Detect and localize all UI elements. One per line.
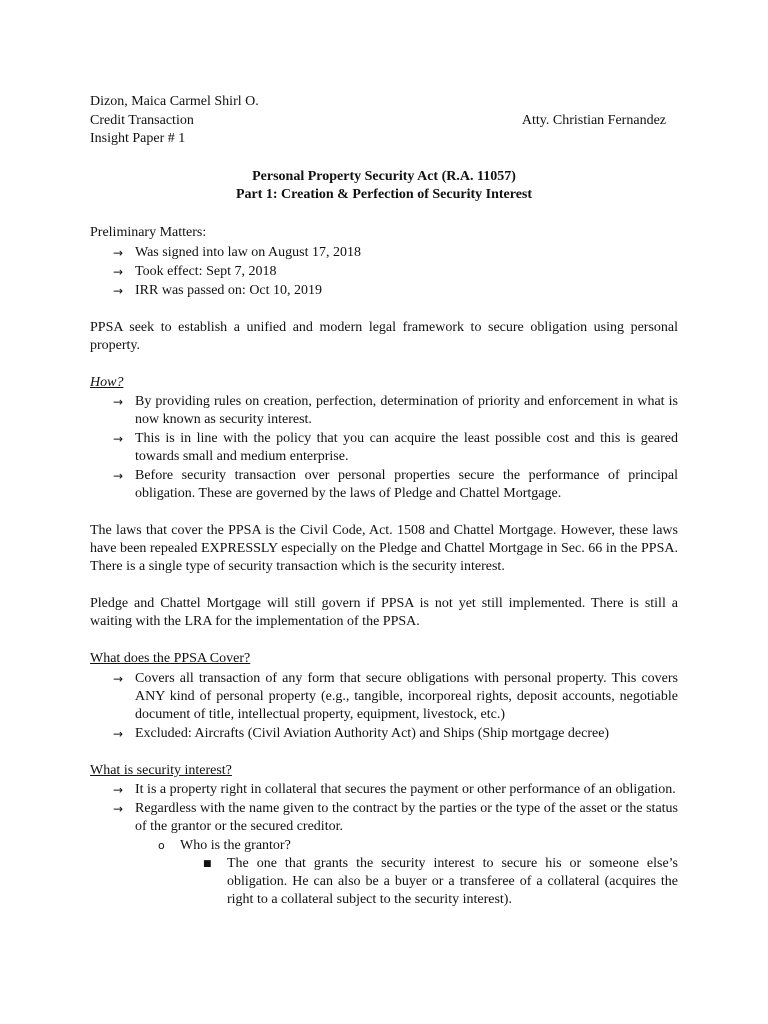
arrow-icon: → (113, 395, 124, 410)
title-line-2: Part 1: Creation & Perfection of Security Interest (235, 187, 533, 203)
arrow-icon: → (113, 283, 124, 298)
square-bullet-icon: ■ (203, 859, 212, 870)
list-item: → Took effect: Sept 7, 2018 (113, 263, 277, 279)
cover-section (90, 650, 678, 743)
instructor-name: Atty. Christian Fernandez (521, 112, 666, 128)
security-interest-heading: What is security interest? (90, 762, 232, 778)
author-name: Dizon, Maica Carmel Shirl O. (90, 94, 259, 109)
document-title (90, 168, 678, 205)
header-block (90, 93, 678, 149)
laws-paragraph: The laws that cover the PPSA is the Civil Code, Act. 1508 and Chattel Mortgage. However, these laws have been repealed EXPRESSLY especially on the Pledge and Chattel Mortgage in Sec. 66 in the PPSA. There is a single type of security transaction which is the security interest. (90, 523, 678, 575)
circle-bullet-icon: o (158, 839, 165, 853)
course-name: Credit Transaction (90, 112, 194, 128)
document-page (90, 93, 678, 909)
list-item: → IRR was passed on: Oct 10, 2019 (113, 282, 323, 298)
list-item: o Who is the grantor? (158, 838, 291, 854)
preliminary-list (90, 244, 678, 300)
how-section (90, 374, 678, 504)
arrow-icon: → (113, 726, 124, 741)
arrow-icon: → (113, 469, 124, 484)
arrow-icon: → (113, 245, 124, 260)
arrow-icon: → (113, 432, 124, 447)
security-interest-section (90, 762, 678, 910)
list-item: → By providing rules on creation, perfection, determination of priority and enforcement in what is now known as security interest. (113, 394, 678, 428)
list-item: → This is in line with the policy that you can acquire the least possible cost and this is geared towards small and medium enterprise. (113, 431, 678, 465)
list-item: → Covers all transaction of any form that secure obligations with personal property. This covers ANY kind of personal property (e.g., tangible, incorporeal rights, deposit accounts, negotiable document of title, intellectual property, equipment, livestock, etc.) (113, 670, 678, 722)
list-item: → Excluded: Aircrafts (Civil Aviation Authority Act) and Ships (Ship mortgage decree) (113, 725, 610, 741)
cover-list (90, 670, 678, 743)
preliminary-section (90, 224, 678, 300)
title-line-1: Personal Property Security Act (R.A. 11057) (252, 168, 516, 184)
pledge-paragraph: Pledge and Chattel Mortgage will still govern if PPSA is not yet still implemented. There is still a waiting with the LRA for the implementation of the PPSA. (90, 596, 678, 630)
list-item: → Regardless with the name given to the contract by the parties or the type of the asset or the status of the grantor or the secured creditor. (113, 801, 678, 835)
grantor-sublist (90, 837, 678, 855)
list-item: ■ The one that grants the security interest to secure his or someone else’s obligation. He can also be a buyer or a transferee of a collateral (acquires the right to a collateral subject to the security interest). (203, 856, 678, 908)
arrow-icon: → (113, 802, 124, 817)
cover-heading: What does the PPSA Cover? (90, 651, 251, 667)
intro-paragraph: PPSA seek to establish a unified and modern legal framework to secure obligation using personal property. (90, 319, 678, 353)
arrow-icon: → (113, 783, 124, 798)
arrow-icon: → (113, 264, 124, 279)
course-row (90, 112, 678, 131)
grantor-definition-list (90, 855, 678, 909)
list-item: → Before security transaction over personal properties secure the performance of principal obligation. These are governed by the laws of Pledge and Chattel Mortgage. (113, 468, 678, 502)
how-list (90, 393, 678, 503)
list-item: → Was signed into law on August 17, 2018 (113, 244, 361, 260)
list-item: → It is a property right in collateral that secures the payment or other performance of an obligation. (113, 782, 676, 798)
paper-number: Insight Paper # 1 (90, 131, 186, 147)
how-heading: How? (90, 374, 124, 390)
preliminary-heading: Preliminary Matters: (90, 224, 207, 240)
arrow-icon: → (113, 671, 124, 686)
security-interest-list (90, 781, 678, 836)
